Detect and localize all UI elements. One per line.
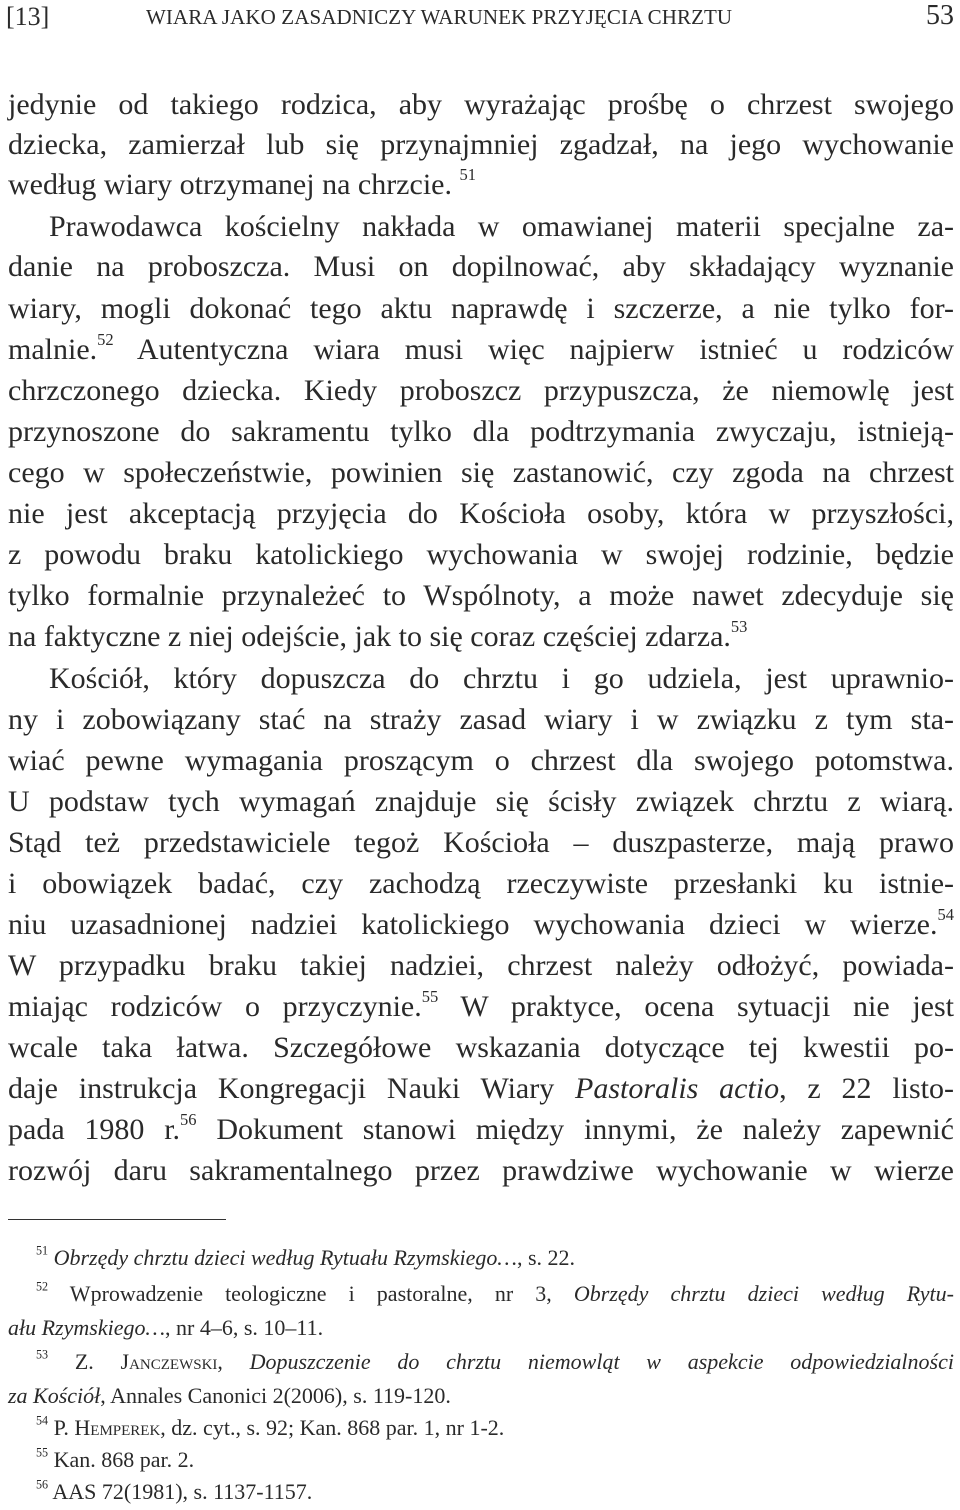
text-line bbox=[8, 618, 954, 656]
text-span: Kościół, który dopuszcza do chrztu i go udziela, jest uprawnio- bbox=[49, 662, 954, 695]
footnote-54 bbox=[36, 1413, 954, 1443]
footnote-author: Janczewski bbox=[120, 1349, 218, 1374]
footnote-text: AAS 72(1981), s. 1137-1157. bbox=[48, 1479, 313, 1504]
text-span: daje instrukcja Kongregacji Nauki Wiary bbox=[8, 1072, 575, 1105]
footnote-52-cont bbox=[8, 1313, 954, 1343]
footnote-number: 52 bbox=[36, 1279, 49, 1294]
text-line bbox=[8, 166, 954, 204]
text-line bbox=[8, 86, 954, 124]
text-span: pada 1980 r. bbox=[8, 1113, 181, 1146]
text-span: Stąd też przedstawiciele tegoż Kościoła – duszpasterze, mają prawo bbox=[8, 826, 954, 859]
text-span: tylko formalnie przynależeć to Wspólnoty, a może nawet zdecyduje się bbox=[8, 579, 954, 612]
text-span: miając rodziców o przyczynie. bbox=[8, 990, 422, 1023]
section-number: [13] bbox=[6, 2, 50, 31]
running-header bbox=[6, 0, 954, 34]
text-span: danie na proboszcza. Musi on dopilnować, aby składający wyznanie bbox=[8, 250, 954, 283]
text-span: ny i zobowiązany stać na straży zasad wiary i w związku z tym sta- bbox=[8, 703, 954, 736]
paragraph-start-line bbox=[49, 660, 954, 698]
text-span: z powodu braku katolickiego wychowania w swojej rodzinie, będzie bbox=[8, 538, 954, 571]
text-span: U podstaw tych wymagań znajduje się ścisły związek chrztu z wiarą. bbox=[8, 785, 954, 818]
footnote-ref[interactable]: 51 bbox=[459, 164, 476, 184]
footnote-number: 56 bbox=[36, 1477, 49, 1492]
text-line bbox=[8, 331, 954, 369]
footnote-56 bbox=[36, 1477, 954, 1507]
footnote-ref[interactable]: 56 bbox=[180, 1109, 197, 1129]
text-line bbox=[8, 783, 954, 821]
text-line bbox=[8, 248, 954, 286]
footnote-53 bbox=[36, 1347, 954, 1377]
text-line bbox=[8, 947, 954, 985]
footnote-text: Kan. 868 par. 2. bbox=[48, 1447, 195, 1472]
text-span: wiary, mogli dokonać tego aktu naprawdę i szczerze, a nie tylko for- bbox=[8, 292, 954, 325]
footnote-text: Z. bbox=[48, 1349, 121, 1374]
text-span: i obowiązek badać, czy zachodzą rzeczywiste przesłanki ku istnie- bbox=[8, 867, 954, 900]
text-line bbox=[8, 865, 954, 903]
text-span: Autentyczna wiara musi więc najpierw istnieć u rodziców bbox=[113, 333, 954, 366]
text-span: jedynie od takiego rodzica, aby wyrażając prośbę o chrzest swojego bbox=[8, 88, 954, 121]
text-line bbox=[8, 495, 954, 533]
text-line bbox=[8, 1029, 954, 1067]
footnote-italic: Obrzędy chrztu dzieci według Rytuału Rzymskiego… bbox=[53, 1245, 517, 1270]
text-line bbox=[8, 290, 954, 328]
text-span: cego w społeczeństwie, powinien się zastanowić, czy zgoda na chrzest bbox=[8, 456, 954, 489]
text-line bbox=[8, 372, 954, 410]
text-span: Prawodawca kościelny nakłada w omawianej materii specjalne za- bbox=[49, 210, 954, 243]
text-line bbox=[8, 454, 954, 492]
footnote-number: 51 bbox=[36, 1243, 49, 1258]
text-line bbox=[8, 701, 954, 739]
text-span: chrzczonego dziecka. Kiedy proboszcz przypuszcza, że niemowlę jest bbox=[8, 374, 954, 407]
footnote-number: 54 bbox=[36, 1413, 49, 1428]
footnote-author: Hemperek bbox=[74, 1415, 161, 1440]
paragraph-start-line bbox=[49, 208, 954, 246]
text-line bbox=[8, 413, 954, 451]
text-line bbox=[8, 1152, 954, 1190]
footnote-number: 55 bbox=[36, 1445, 49, 1460]
footnote-text: Wprowadzenie teologiczne i pastoralne, nr 3, bbox=[48, 1281, 574, 1306]
text-span: według wiary otrzymanej na chrzcie. bbox=[8, 168, 452, 201]
text-line bbox=[8, 906, 954, 944]
text-line bbox=[8, 824, 954, 862]
text-span: W przypadku braku takiej nadziei, chrzest należy odłożyć, powiada- bbox=[8, 949, 954, 982]
page-number: 53 bbox=[926, 0, 954, 31]
footnote-52 bbox=[36, 1279, 954, 1309]
text-span: W praktyce, ocena sytuacji nie jest bbox=[438, 990, 954, 1023]
footnote-italic: ału Rzymskiego… bbox=[8, 1315, 166, 1340]
text-span: nie jest akceptacją przyjęcia do Kościoła osoby, która w przyszłości, bbox=[8, 497, 954, 530]
text-span: wiać pewne wymagania proszącym o chrzest dla swojego potomstwa. bbox=[8, 744, 954, 777]
footnote-ref[interactable]: 55 bbox=[421, 986, 439, 1006]
footnote-text: , dz. cyt., s. 92; Kan. 868 par. 1, nr 1-2. bbox=[160, 1415, 505, 1440]
footnote-italic: Obrzędy chrztu dzieci według Rytu- bbox=[573, 1281, 954, 1306]
footnote-italic: za Kościół bbox=[8, 1383, 101, 1408]
text-span: , z 22 listo- bbox=[779, 1072, 954, 1105]
text-line bbox=[8, 126, 954, 164]
footnote-53-cont bbox=[8, 1381, 954, 1411]
text-span: niu uzasadnionej nadziei katolickiego wychowania dzieci w wierze. bbox=[8, 908, 938, 941]
footnote-italic: Dopuszczenie do chrztu niemowląt w aspekcie odpowiedzialności bbox=[249, 1349, 954, 1374]
footnote-text: , Annales Canonici 2(2006), s. 119-120. bbox=[100, 1383, 451, 1408]
footnote-text: P. bbox=[48, 1415, 75, 1440]
footnote-55 bbox=[36, 1445, 954, 1475]
footnote-ref[interactable]: 54 bbox=[937, 904, 954, 924]
text-span: przynoszone do sakramentu tylko dla podtrzymania zwyczaju, istnieją- bbox=[8, 415, 954, 448]
running-title: WIARA JAKO ZASADNICZY WARUNEK PRZYJĘCIA CHRZTU bbox=[146, 5, 733, 29]
footnote-number: 53 bbox=[36, 1347, 49, 1362]
footnote-ref[interactable]: 52 bbox=[97, 329, 114, 349]
footnote-ref[interactable]: 53 bbox=[730, 616, 748, 636]
text-span: dziecka, zamierzał lub się przynajmniej zgadzał, na jego wychowanie bbox=[8, 128, 954, 161]
text-line bbox=[8, 988, 954, 1026]
text-span: malnie. bbox=[8, 333, 98, 366]
text-span: wcale taka łatwa. Szczegółowe wskazania dotyczące tej kwestii po- bbox=[8, 1031, 954, 1064]
footnote-51 bbox=[36, 1243, 954, 1273]
text-span: Dokument stanowi między innymi, że należy zapewnić bbox=[196, 1113, 954, 1146]
footnote-text: , bbox=[217, 1349, 250, 1374]
text-line bbox=[8, 1070, 954, 1108]
text-span: na faktyczne z niej odejście, jak to się coraz częściej zdarza. bbox=[8, 620, 731, 653]
text-line bbox=[8, 742, 954, 780]
text-span: rozwój daru sakramentalnego przez prawdziwe wychowanie w wierze bbox=[8, 1154, 954, 1187]
text-line bbox=[8, 577, 954, 615]
footnote-text: , s. 22. bbox=[516, 1245, 576, 1270]
text-line bbox=[8, 1111, 954, 1149]
footnote-text: , nr 4–6, s. 10–11. bbox=[165, 1315, 324, 1340]
document-title: Pastoralis actio bbox=[575, 1072, 780, 1105]
text-line bbox=[8, 536, 954, 574]
footnote-separator bbox=[8, 1219, 226, 1220]
